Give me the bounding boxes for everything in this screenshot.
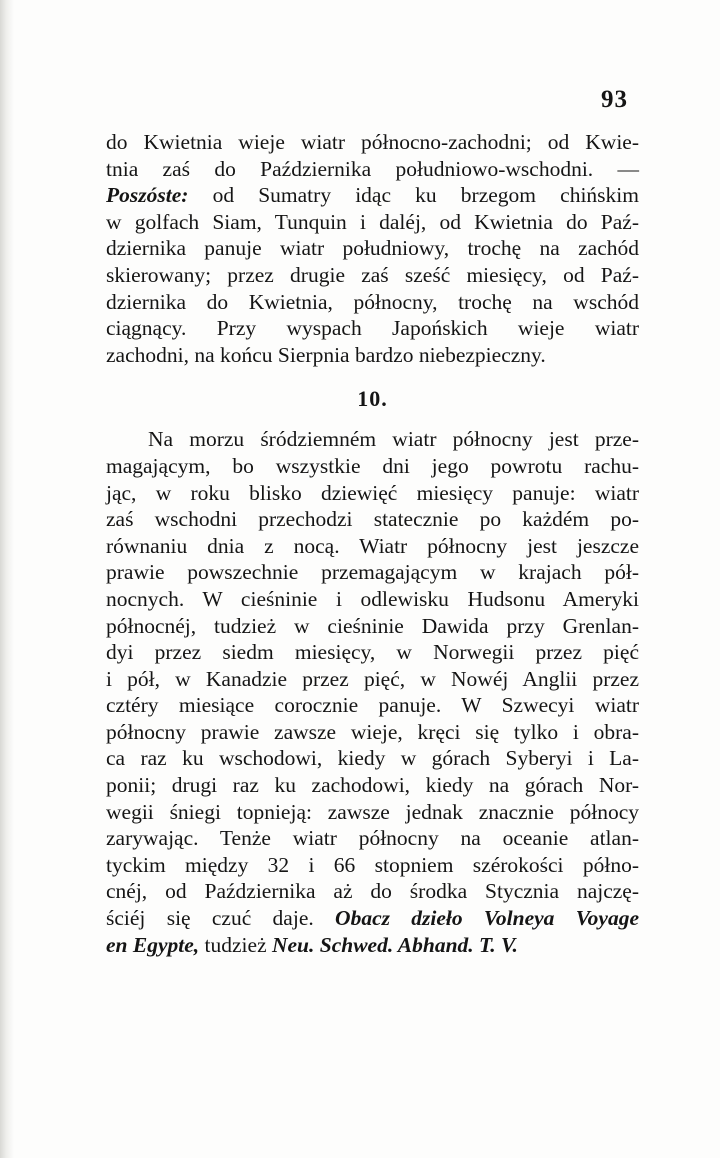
paragraph-2 (106, 426, 639, 958)
text-line: jąc, w roku blisko dziewięć miesięcy panuje: wiatr (106, 480, 639, 505)
emphasized-citation: Neu. Schwed. Abhand. T. V. (271, 932, 518, 957)
emphasized-term: Poszóste: (106, 183, 189, 208)
page-binding-shadow (0, 0, 14, 1158)
text-line: Na morzu śródziemném wiatr północny jest prze- (148, 427, 639, 452)
section-heading: 10. (357, 386, 388, 412)
text-line: do Kwietnia wieje wiatr północno-zachodni; od Kwie- (106, 130, 639, 154)
text-line: równaniu dnia z nocą. Wiatr północny jest jeszcze (106, 533, 639, 558)
emphasized-citation: Obacz dzieło Volneya Voyage (335, 906, 639, 931)
text-line: cztéry miesiące corocznie panuje. W Szwecyi wiatr (106, 693, 639, 718)
text-line (106, 905, 639, 932)
text-line: tyckim między 32 i 66 stopniem szérokości półno- (106, 852, 639, 877)
text-line (106, 182, 639, 209)
text-line: ca raz ku wschodowi, kiedy w górach Syberyi i La- (106, 746, 639, 771)
text-line: zarywając. Tenże wiatr północny na oceanie atlan- (106, 826, 639, 851)
text-run: tudzież (199, 932, 272, 957)
page-body (106, 129, 639, 958)
text-line: wegii śniegi topnieją: zawsze jednak znacznie północy (106, 799, 639, 824)
text-line: dziernika do Kwietnia, północny, trochę na wschód (106, 289, 639, 314)
text-line: magającym, bo wszystkie dni jego powrotu rachu- (106, 453, 639, 478)
text-line: zachodni, na końcu Sierpnia bardzo niebezpieczny. (106, 342, 546, 367)
text-line: ciągnący. Przy wyspach Japońskich wieje wiatr (106, 316, 639, 341)
text-line: dyi przez siedm miesięcy, w Norwegii przez pięć (106, 640, 639, 665)
page-number: 93 (601, 86, 628, 113)
emphasized-citation: en Egypte, (106, 932, 200, 957)
text-line: prawie powszechnie przemagającym w krajach pół- (106, 560, 639, 585)
text-run: od Sumatry idąc ku brzegom chińskim (188, 183, 639, 208)
text-line: skierowany; przez drugie zaś sześć miesięcy, od Paź- (106, 262, 639, 287)
text-line: ponii; drugi raz ku zachodowi, kiedy na górach Nor- (106, 773, 639, 798)
text-line: północnéj, tudzież w cieśninie Dawida przy Grenlan- (106, 613, 639, 638)
text-line: cnéj, od Października aż do środka Stycznia najczę- (106, 879, 639, 904)
text-line: nocnych. W cieśninie i odlewisku Hudsonu Ameryki (106, 586, 639, 611)
text-line: tnia zaś do Października południowo-wschodni. — (106, 156, 639, 181)
paragraph-1 (106, 129, 639, 368)
text-line: zaś wschodni przechodzi statecznie po każdém po- (106, 507, 639, 532)
text-line: i pół, w Kanadzie przez pięć, w Nowéj Anglii przez (106, 666, 639, 691)
text-run: ściéj się czuć daje. (106, 906, 336, 931)
text-line: północny prawie zawsze wieje, kręci się tylko i obra- (106, 719, 639, 744)
text-line: w golfach Siam, Tunquin i daléj, od Kwietnia do Paź- (106, 209, 639, 234)
text-line: dziernika panuje wiatr południowy, trochę na zachód (106, 236, 639, 261)
text-line (106, 932, 639, 959)
